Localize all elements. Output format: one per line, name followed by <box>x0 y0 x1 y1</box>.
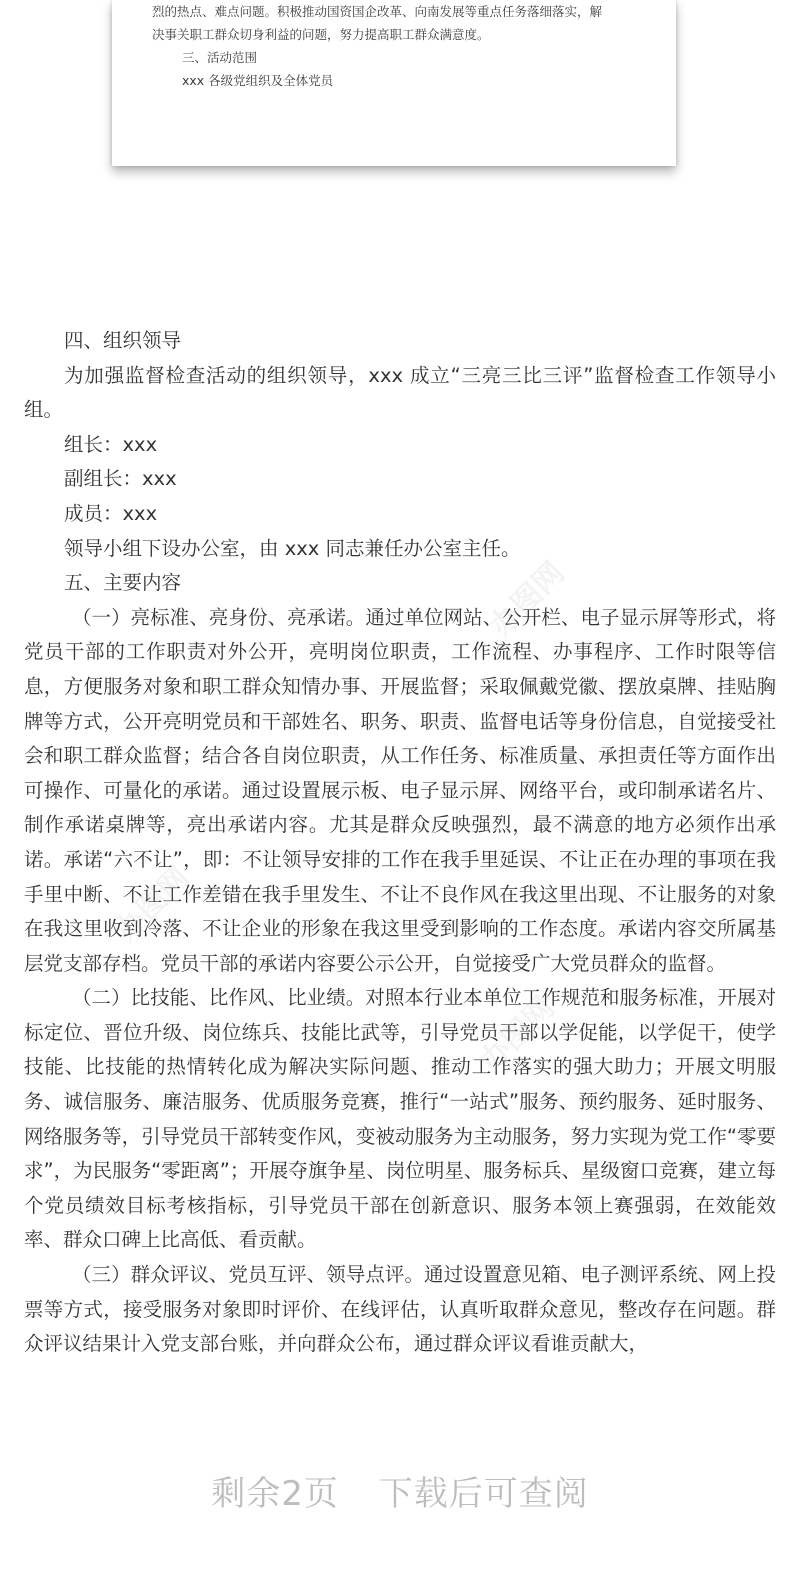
leader-line: 组长：xxx <box>64 432 158 456</box>
watermark: 办图网 <box>483 555 572 644</box>
heading-main-content: 五、主要内容 <box>64 571 182 595</box>
download-prompt[interactable] <box>0 1466 800 1515</box>
paragraph-leadership: 为加强监督检查活动的组织领导，xxx 成立“三亮三比三评”监督检查工作领导小组。 <box>24 363 776 422</box>
paragraph-section-1: （一）亮标准、亮身份、亮承诺。通过单位网站、公开栏、电子显示屏等形式，将党员干部的工作职责对外公开，亮明岗位职责，工作流程、办事程序、工作时限等信息，方便服务对象和职工群众知情办事、开展监督；采取佩戴党徽、摆放桌牌、挂贴胸牌等方式，公开亮明党员和干部姓名、职务、职责、监督电话等身份信息，自觉接受社会和职工群众监督；结合各自岗位职责，从工作任务、标准质量、承担责任等方面作出可操作、可量化的承诺。通过设置展示板、电子显示屏、网络平台，或印制承诺名片、制作承诺桌牌等，亮出承诺内容。尤其是群众反映强烈，最不满意的地方必须作出承诺。承诺“六不让”，即：不让领导安排的工作在我手里延误、不让正在办理的事项在我手里中断、不让工作差错在我手里发生、不让不良作风在我这里出现、不让服务的对象在我这里收到冷落、不让企业的形象在我这里受到影响的工作态度。承诺内容交所属基层党支部存档。党员干部的承诺内容要公示公开，自觉接受广大党员群众的监督。 <box>24 605 776 975</box>
preview-heading-activity-scope: 三、活动范围 <box>182 50 258 65</box>
watermark: 办图网 <box>473 990 562 1079</box>
vice-leader-line: 副组长：xxx <box>64 467 177 491</box>
members-line: 成员：xxx <box>64 501 158 525</box>
heading-organization-leadership: 四、组织领导 <box>64 329 182 352</box>
document-preview-card <box>112 0 676 166</box>
remaining-pages-label: 剩余2页 <box>211 1474 339 1514</box>
paragraph-section-3: （三）群众评议、党员互评、领导点评。通过设置意见箱、电子测评系统、网上投票等方式，接受服务对象即时评价、在线评估，认真听取群众意见，整改存在问题。群众评议结果计入党支部台账，并向群众公布，通过群众评议看谁贡献大， <box>24 1263 776 1356</box>
preview-line: xxx 各级党组织及全体党员 <box>182 73 334 88</box>
preview-line: 烈的热点、难点问题。积极推动国资国企改革、向南发展等重点任务落细落实，解 <box>152 4 603 19</box>
download-hint-label: 下载后可查阅 <box>378 1474 589 1514</box>
paragraph-section-2: （二）比技能、比作风、比业绩。对照本行业本单位工作规范和服务标准，开展对标定位、晋位升级、岗位练兵、技能比武等，引导党员干部以学促能，以学促干，使学技能、比技能的热情转化成为解决实际问题、推动工作落实的强大助力；开展文明服务、诚信服务、廉洁服务、优质服务竞赛，推行“一站式”服务、预约服务、延时服务、网络服务等，引导党员干部转变作风，变被动服务为主动服务，努力实现为党工作“零要求”，为民服务“零距离”；开展夺旗争星、岗位明星、服务标兵、星级窗口竞赛，建立每个党员绩效目标考核指标，引导党员干部在创新意识、服务本领上赛强弱，在效能效率、群众口碑上比高低、看贡献。 <box>24 986 776 1252</box>
preview-line: 决事关职工群众切身利益的问题，努力提高职工群众满意度。 <box>152 27 490 42</box>
watermark: 办图网 <box>108 860 197 949</box>
document-body <box>24 324 776 1362</box>
office-line: 领导小组下设办公室，由 xxx 同志兼任办公室主任。 <box>64 536 521 560</box>
